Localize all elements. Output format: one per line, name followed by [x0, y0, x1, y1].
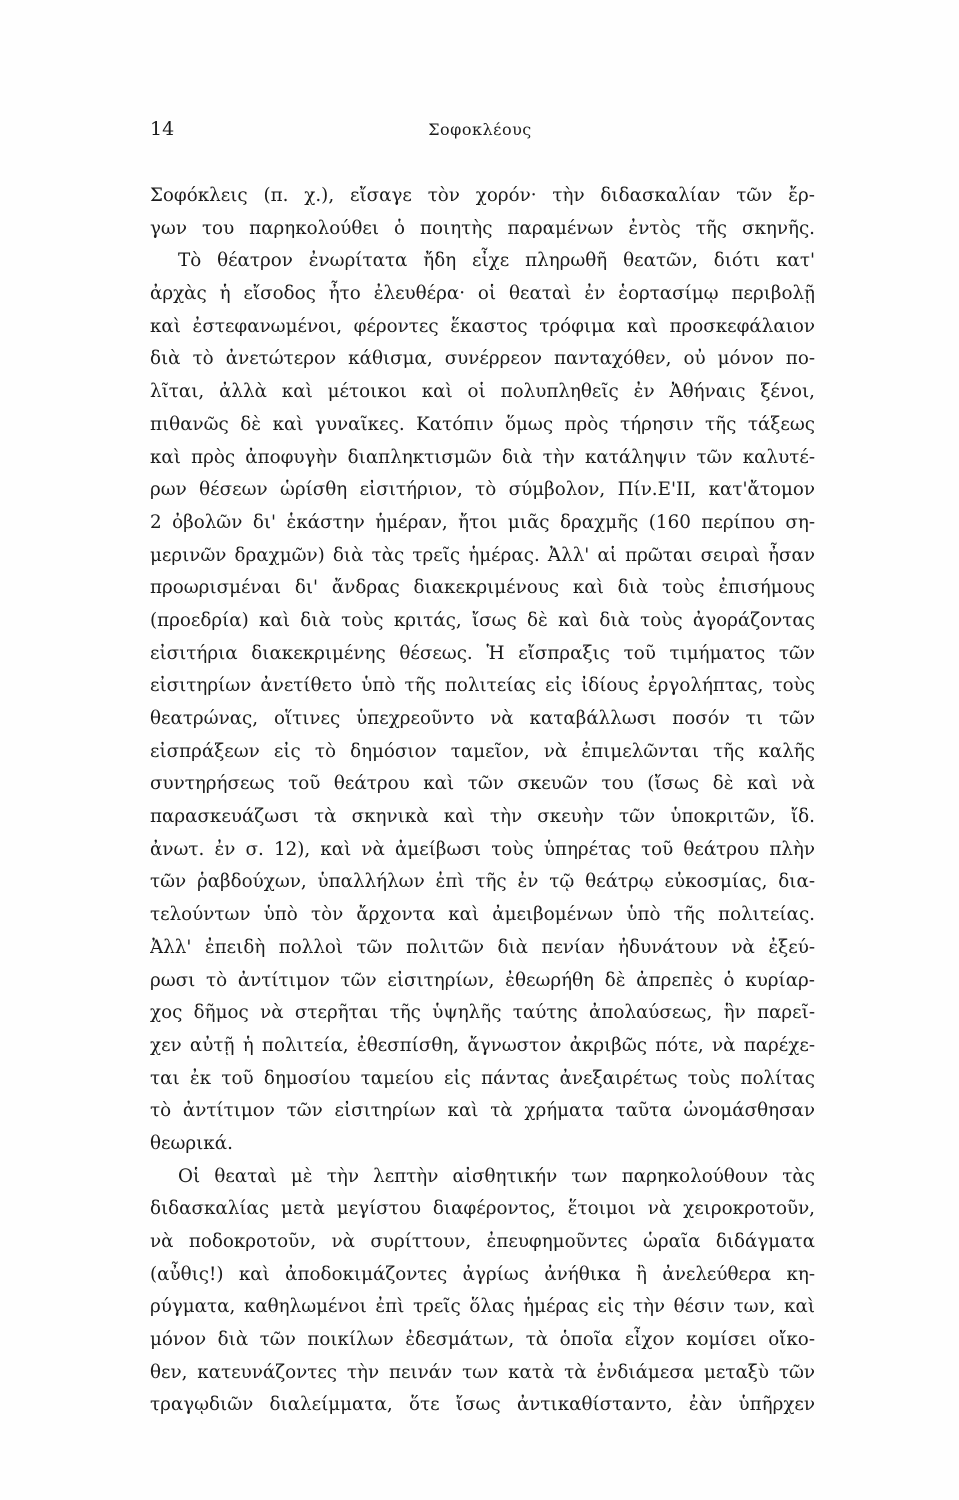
page-header	[150, 118, 810, 148]
text-line: προωρισμέναι δι' ἄνδρας διακεκριμένους καὶ διὰ τοὺς ἐπισήμους	[150, 577, 815, 599]
text-line: συντηρήσεως τοῦ θεάτρου καὶ τῶν σκευῶν του (ἴσως δὲ καὶ νὰ	[150, 773, 815, 795]
text-line: ται ἐκ τοῦ δημοσίου ταμείου εἰς πάντας ἀνεξαιρέτως τοὺς πολίτας	[150, 1067, 815, 1089]
text-line: εἰσιτηρίων ἀνετίθετο ὑπὸ τῆς πολιτείας εἰς ἰδίους ἐργολήπτας, τοὺς	[150, 675, 815, 697]
text-line: Σοφόκλεις (π. χ.), εἴσαγε τὸν χορόν· τὴν διδασκαλίαν τῶν ἔρ-	[150, 185, 815, 206]
text-line: τελούντων ὑπὸ τὸν ἄρχοντα καὶ ἀμειβομένων ὑπὸ τῆς πολιτείας.	[150, 904, 815, 926]
text-line: 2 ὀβολῶν δι' ἑκάστην ἡμέραν, ἤτοι μιᾶς δραχμῆς (160 περίπου ση-	[150, 511, 815, 533]
text-line: ρων θέσεων ὡρίσθη εἰσιτήριον, τὸ σύμβολον, Πίν.Ε'ΙΙ, κατ'ἄτομον	[150, 479, 815, 501]
text-line: Ἀλλ' ἐπειδὴ πολλοὶ τῶν πολιτῶν διὰ πενίαν ἠδυνάτουν νὰ ἐξεύ-	[150, 936, 815, 958]
text-line: ἀρχὰς ἡ εἴσοδος ἦτο ἐλευθέρα· οἱ θεαταὶ ἐν ἑορτασίμῳ περιβολῇ	[150, 283, 815, 305]
text-line: διδασκαλίας μετὰ μεγίστου διαφέροντος, ἕτοιμοι νὰ χειροκροτοῦν,	[150, 1198, 815, 1220]
text-line: θεωρικά.	[150, 1132, 233, 1154]
body-text	[150, 180, 815, 1422]
text-line: χος δῆμος νὰ στερῆται τῆς ὑψηλῆς ταύτης ἀπολαύσεως, ἣν παρεῖ-	[150, 1002, 815, 1024]
text-line: εἰσιτήρια διακεκριμένης θέσεως. Ἡ εἴσπραξις τοῦ τιμήματος τῶν	[150, 642, 815, 664]
text-line: τὸ ἀντίτιμον τῶν εἰσιτηρίων καὶ τὰ χρήματα ταῦτα ὠνομάσθησαν	[150, 1100, 815, 1122]
text-line: νὰ ποδοκροτοῦν, νὰ συρίττουν, ἐπευφημοῦντες ὡραῖα διδάγματα	[150, 1231, 815, 1252]
text-line: χεν αὐτῇ ἡ πολιτεία, ἐθεσπίσθη, ἄγνωστον ἀκριβῶς πότε, νὰ παρέχε-	[150, 1034, 815, 1056]
text-line: (αὖθις!) καὶ ἀποδοκιμάζοντες ἀγρίως ἀνήθικα ἢ ἀνελεύθερα κη-	[150, 1263, 815, 1285]
text-line: τῶν ῥαβδούχων, ὑπαλλήλων ἐπὶ τῆς ἐν τῷ θεάτρῳ εὐκοσμίας, δια-	[150, 871, 815, 893]
text-line: καὶ πρὸς ἀποφυγὴν διαπληκτισμῶν διὰ τὴν κατάληψιν τῶν καλυτέ-	[150, 446, 815, 468]
text-line: Τὸ θέατρον ἐνωρίτατα ἤδη εἶχε πληρωθῆ θεατῶν, διότι κατ'	[178, 250, 815, 272]
page-number: 14	[150, 118, 175, 140]
text-line: λῖται, ἀλλὰ καὶ μέτοικοι καὶ οἱ πολυπληθεῖς ἐν Ἀθήναις ξένοι,	[150, 381, 815, 403]
text-line: παρασκευάζωσι τὰ σκηνικὰ καὶ τὴν σκευὴν τῶν ὑποκριτῶν, ἴδ.	[150, 806, 815, 828]
text-line: γων του παρηκολούθει ὁ ποιητὴς παραμένων ἐντὸς τῆς σκηνῆς.	[150, 217, 815, 239]
text-line: ρύγματα, καθηλωμένοι ἐπὶ τρεῖς ὅλας ἡμέρας εἰς τὴν θέσιν των, καὶ	[150, 1296, 815, 1318]
text-line: θεν, κατευνάζοντες τὴν πεινάν των κατὰ τὰ ἐνδιάμεσα μεταξὺ τῶν	[150, 1361, 815, 1383]
text-line: μόνον διὰ τῶν ποικίλων ἐδεσμάτων, τὰ ὁποῖα εἶχον κομίσει οἴκο-	[150, 1329, 815, 1351]
text-line: τραγῳδιῶν διαλείμματα, ὅτε ἴσως ἀντικαθίσταντο, ἐὰν ὑπῆρχεν	[150, 1394, 815, 1416]
text-line: εἰσπράξεων εἰς τὸ δημόσιον ταμεῖον, νὰ ἐπιμελῶνται τῆς καλῆς	[150, 740, 815, 762]
running-head: Σοφοκλέους	[428, 120, 532, 139]
text-line: καὶ ἐστεφανωμένοι, φέροντες ἕκαστος τρόφιμα καὶ προσκεφάλαιον	[150, 315, 815, 337]
text-line: θεατρώνας, οἵτινες ὑπεχρεοῦντο νὰ καταβάλλωσι ποσόν τι τῶν	[150, 708, 815, 729]
text-line: πιθανῶς δὲ καὶ γυναῖκες. Κατόπιν ὅμως πρὸς τήρησιν τῆς τάξεως	[150, 413, 815, 435]
text-line: μερινῶν δραχμῶν) διὰ τὰς τρεῖς ἡμέρας. Ἀλλ' αἱ πρῶται σειραὶ ἦσαν	[150, 544, 815, 566]
text-line: ἀνωτ. ἐν σ. 12), καὶ νὰ ἀμείβωσι τοὺς ὑπηρέτας τοῦ θεάτρου πλὴν	[150, 838, 815, 860]
text-line: Οἱ θεαταὶ μὲ τὴν λεπτὴν αἰσθητικήν των παρηκολούθουν τὰς	[178, 1165, 815, 1187]
text-line: ρωσι τὸ ἀντίτιμον τῶν εἰσιτηρίων, ἐθεωρήθη δὲ ἀπρεπὲς ὁ κυρίαρ-	[150, 969, 815, 991]
text-line: διὰ τὸ ἀνετώτερον κάθισμα, συνέρρεον πανταχόθεν, οὐ μόνον πο-	[150, 348, 815, 370]
text-line: (προεδρία) καὶ διὰ τοὺς κριτάς, ἴσως δὲ καὶ διὰ τοὺς ἀγοράζοντας	[150, 609, 815, 631]
